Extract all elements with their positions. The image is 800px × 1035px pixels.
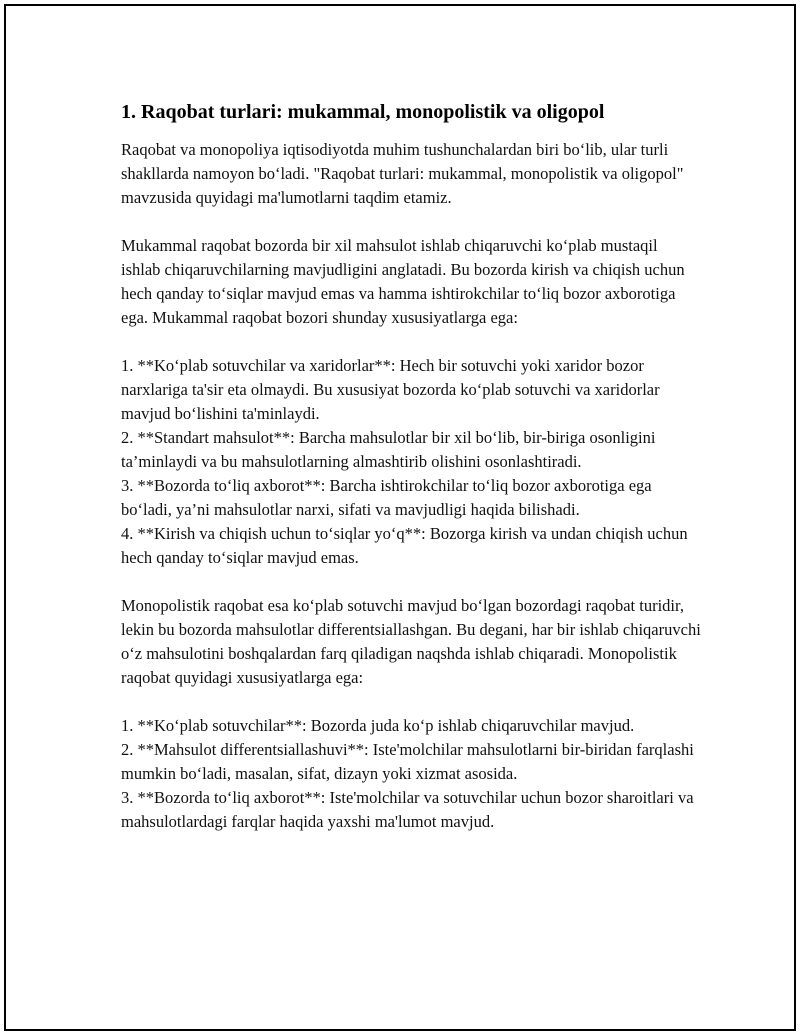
list-item: 4. **Kirish va chiqish uchun to‘siqlar yo‘q**: Bozorga kirish va undan chiqish uchun hech qanday to‘siqlar mavjud emas.	[121, 524, 688, 567]
list-item: 2. **Mahsulot differentsiallashuvi**: Iste'molchilar mahsulotlarni bir-biridan farqlashi mumkin bo‘ladi, masalan, sifat, dizayn yoki xizmat asosida.	[121, 740, 694, 783]
perfect-competition-list	[121, 354, 701, 570]
document-body	[121, 98, 701, 858]
perfect-competition-paragraph: Mukammal raqobat bozorda bir xil mahsulot ishlab chiqaruvchi ko‘plab mustaqil ishlab chiqaruvchilarning mavjudligini anglatadi. Bu bozorda kirish va chiqish uchun hech qanday to‘siqlar mavjud emas va hamma ishtirokchilar to‘liq bozor axborotiga ega. Mukammal raqobat bozori shunday xususiyatlarga ega:	[121, 236, 685, 327]
section-heading: 1. Raqobat turlari: mukammal, monopolistik va oligopol	[121, 101, 605, 123]
intro-paragraph: Raqobat va monopoliya iqtisodiyotda muhim tushunchalardan biri bo‘lib, ular turli shakllarda namoyon bo‘ladi. "Raqobat turlari: mukammal, monopolistik va oligopol" mavzusida quyidagi ma'lumotlarni taqdim etamiz.	[121, 140, 684, 207]
list-item: 3. **Bozorda to‘liq axborot**: Barcha ishtirokchilar to‘liq bozor axborotiga ega bo‘ladi, ya’ni mahsulotlar narxi, sifati va mavjudligi haqida bilishadi.	[121, 476, 652, 519]
monopolistic-competition-paragraph: Monopolistik raqobat esa ko‘plab sotuvchi mavjud bo‘lgan bozordagi raqobat turidir, lekin bu bozorda mahsulotlar differentsiallashgan. Bu degani, har bir ishlab chiqaruvchi o‘z mahsulotini boshqalardan farq qiladigan naqshda ishlab chiqaradi. Monopolistik raqobat quyidagi xususiyatlarga ega:	[121, 596, 701, 687]
list-item: 1. **Ko‘plab sotuvchilar va xaridorlar**: Hech bir sotuvchi yoki xaridor bozor narxlariga ta'sir eta olmaydi. Bu xususiyat bozorda ko‘plab sotuvchi va xaridorlar mavjud bo‘lishini ta'minlaydi.	[121, 356, 660, 423]
list-item: 3. **Bozorda to‘liq axborot**: Iste'molchilar va sotuvchilar uchun bozor sharoitlari va mahsulotlardagi farqlar haqida yaxshi ma'lumot mavjud.	[121, 788, 694, 831]
page-frame	[4, 4, 796, 1031]
list-item: 1. **Ko‘plab sotuvchilar**: Bozorda juda ko‘p ishlab chiqaruvchilar mavjud.	[121, 716, 635, 735]
list-item: 2. **Standart mahsulot**: Barcha mahsulotlar bir xil bo‘lib, bir-biriga osonligini ta’minlaydi va bu mahsulotlarning almashtirib olishini osonlashtiradi.	[121, 428, 656, 471]
monopolistic-competition-list	[121, 714, 701, 834]
